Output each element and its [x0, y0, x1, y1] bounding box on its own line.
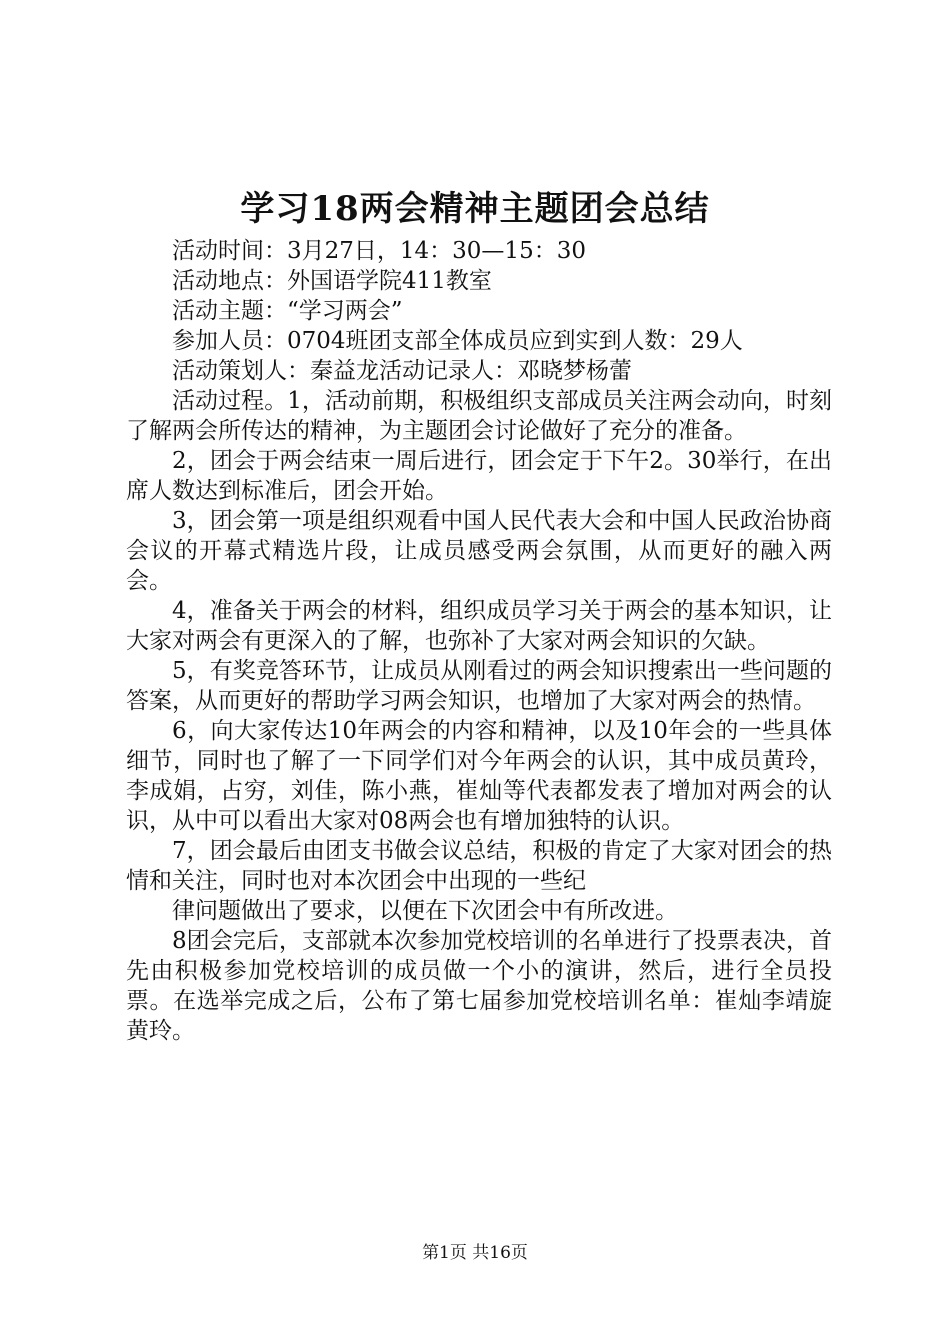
paragraph-process-2: 2，团会于两会结束一周后进行，团会定于下午2。30举行，在出席人数达到标准后，团会开始。	[126, 448, 832, 504]
paragraph-process-6: 6，向大家传达10年两会的内容和精神，以及10年会的一些具体细节，同时也了解了一下同学们对今年两会的认识，其中成员黄玲，李成娟，占穷，刘佳，陈小燕，崔灿等代表都发表了增加对两会的认识，从中可以看出大家对08两会也有增加独特的认识。	[126, 718, 832, 834]
paragraph-participants: 参加人员：0704班团支部全体成员应到实到人数：29人	[172, 328, 743, 354]
paragraph-process-8: 8团会完后，支部就本次参加党校培训的名单进行了投票表决，首先由积极参加党校培训的成员做一个小的演讲，然后，进行全员投票。在选举完成之后，公布了第七届参加党校培训名单：崔灿李靖旋黄玲。	[126, 928, 832, 1044]
page-footer: 第1页 共16页	[422, 1243, 528, 1263]
paragraph-process-7: 7，团会最后由团支书做会议总结，积极的肯定了大家对团会的热情和关注，同时也对本次团会中出现的一些纪	[126, 838, 832, 894]
paragraph-process-4: 4，准备关于两会的材料，组织成员学习关于两会的基本知识，让大家对两会有更深入的了解，也弥补了大家对两会知识的欠缺。	[126, 598, 832, 654]
paragraph-activity-location: 活动地点：外国语学院411教室	[172, 268, 492, 294]
paragraph-process-3: 3，团会第一项是组织观看中国人民代表大会和中国人民政治协商会议的开幕式精选片段，让成员感受两会氛围，从而更好的融入两会。	[126, 508, 832, 594]
paragraph-activity-time: 活动时间：3月27日，14：30—15：30	[172, 238, 586, 264]
paragraph-planner: 活动策划人：秦益龙活动记录人：邓晓梦杨蕾	[172, 358, 632, 384]
paragraph-activity-theme: 活动主题：“学习两会”	[172, 298, 403, 324]
paragraph-process-5: 5，有奖竞答环节，让成员从刚看过的两会知识搜索出一些问题的答案，从而更好的帮助学习两会知识，也增加了大家对两会的热情。	[126, 658, 832, 714]
paragraph-process-7-continued: 律问题做出了要求，以便在下次团会中有所改进。	[172, 898, 678, 924]
document-body	[126, 236, 832, 1046]
document-title: 学习18两会精神主题团会总结	[240, 189, 710, 229]
paragraph-process-1: 活动过程。1，活动前期，积极组织支部成员关注两会动向，时刻了解两会所传达的精神，为主题团会讨论做好了充分的准备。	[126, 388, 832, 444]
